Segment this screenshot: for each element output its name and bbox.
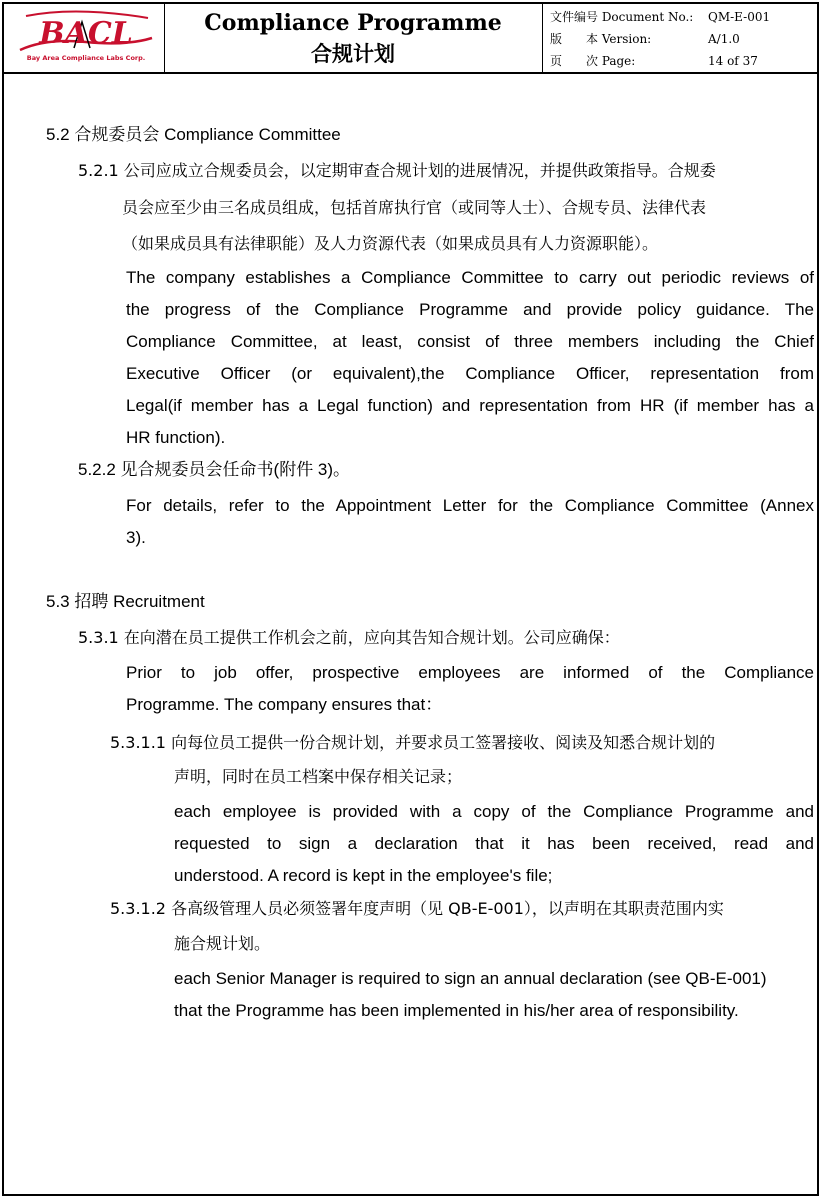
para-5-2-1-zh-line: 5.2.1 公司应成立合规委员会，以定期审查合规计划的进展情况，并提供政策指导。合规委 [78, 161, 716, 180]
para-5-2-2-zh-text: 5.2.2 见合规委员会任命书(附件 3)。 [78, 460, 351, 479]
meta-label: 版 本 Version: [550, 32, 652, 46]
para-5-2-1-en-line: Executive Officer (or equivalent),the Compliance Officer, representation from [126, 364, 814, 383]
document-title-zh: 合规计划 [311, 42, 395, 66]
meta-value: A/1.0 [708, 32, 740, 46]
section-heading-5-2: 5.2 合规委员会 Compliance Committee [46, 125, 341, 144]
meta-label: 文件编号 Document No.: [550, 10, 694, 24]
para-5-3-1-1-en-line: each employee is provided with a copy of the Compliance Programme and [174, 802, 814, 821]
para-5-2-2-en-line: 3). [126, 528, 146, 547]
para-5-3-1-en-line: Prior to job offer, prospective employees are informed of the Compliance [126, 663, 814, 682]
para-5-3-1-2-en-line: each Senior Manager is required to sign an annual declaration (see QB-E-001) [174, 969, 767, 988]
para-5-2-1-en-line: Legal(if member has a Legal function) and representation from HR (if member has a [126, 396, 814, 415]
meta-value: 14 of 37 [708, 54, 758, 68]
para-5-3-1-1-en-line: understood. A record is kept in the employee's file; [174, 866, 553, 885]
para-5-2-1-en-line: Compliance Committee, at least, consist of three members including the Chief [126, 332, 814, 351]
para-5-3-1-2-en-line: that the Programme has been implemented in his/her area of responsibility. [174, 1001, 739, 1020]
meta-label: 页 次 Page: [550, 54, 636, 68]
document-title-en: Compliance Programme [204, 10, 502, 36]
para-5-3-1-1-zh-line: 5.3.1.1 向每位员工提供一份合规计划，并要求员工签署接收、阅读及知悉合规计划的 [110, 733, 716, 752]
para-5-2-1-zh-line: （如果成员具有法律职能）及人力资源代表（如果成员具有人力资源职能）。 [122, 234, 659, 253]
section-heading-5-3: 5.3 招聘 Recruitment [46, 592, 205, 611]
para-5-2-1-en-line: the progress of the Compliance Programme and provide policy guidance. The [126, 300, 814, 319]
para-5-2-1-en-line: The company establishes a Compliance Committee to carry out periodic reviews of [126, 268, 814, 287]
para-5-2-1-en-line: HR function). [126, 428, 226, 447]
logo-subtext: Bay Area Compliance Labs Corp. [26, 54, 146, 62]
para-5-3-1-zh: 5.3.1 在向潜在员工提供工作机会之前，应向其告知合规计划。公司应确保： [78, 628, 620, 647]
para-5-2-2-zh [78, 459, 350, 481]
para-5-2-1-zh-line: 员会应至少由三名成员组成，包括首席执行官（或同等人士）、合规专员、法律代表 [122, 198, 707, 217]
para-5-3-1-2-zh-line: 5.3.1.2 各高级管理人员必须签署年度声明（见 QB-E-001），以声明在其职责范围内实 [110, 899, 724, 918]
para-5-3-1-2-zh-line: 施合规计划。 [174, 934, 271, 953]
para-5-3-1-1-zh-line: 声明，同时在员工档案中保存相关记录； [174, 767, 463, 786]
meta-value: QM-E-001 [708, 10, 771, 24]
para-5-3-1-en-line: Programme. The company ensures that： [126, 695, 443, 714]
para-5-2-2-en-line: For details, refer to the Appointment Letter for the Compliance Committee (Annex [126, 496, 814, 515]
para-5-3-1-1-en-line: requested to sign a declaration that it has been received, read and [174, 834, 814, 853]
logo-text: BACL [39, 16, 133, 51]
